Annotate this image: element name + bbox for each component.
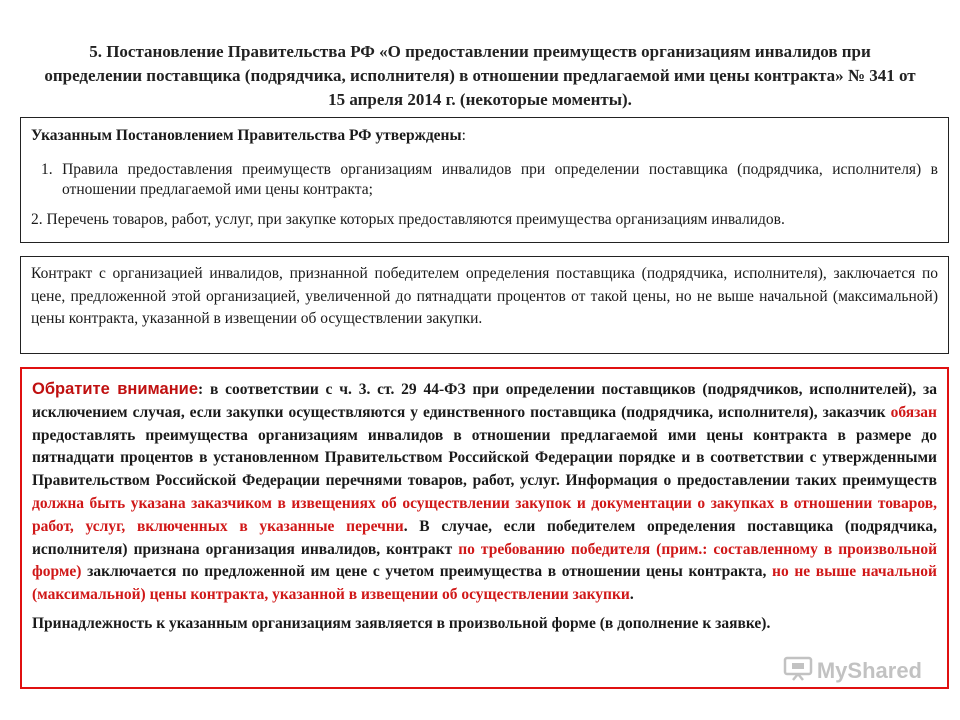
slide-title: 5. Постановление Правительства РФ «О предоставлении преимуществ организациям инвалидов при определении поставщика (подрядчика, исполнителя) в отношении предлагаемой ими цены контракта» № 341 от 15 апреля 2014 г. (некоторые моменты). — [44, 42, 916, 109]
approved-lead — [31, 126, 938, 146]
attention-label: Обратите внимание — [32, 380, 198, 398]
contract-price-box — [20, 256, 949, 354]
approved-item-rules: 1. Правила предоставления преимуществ организациям инвалидов при определении поставщика (подрядчика, исполнителя) в отношении предлагаемой ими цены контракта; — [41, 161, 938, 198]
approved-documents-box — [20, 117, 949, 243]
attention-box — [20, 367, 949, 689]
attention-text-1: в соответствии с ч. 3. ст. 29 44-ФЗ при определении поставщиков (подрядчиков, исполнителей), за исключением случая, если закупки осуществляются у единственного поставщика (подрядчика, исполнителя), заказчик — [32, 381, 937, 421]
slideshow-logo-icon — [783, 655, 813, 686]
approved-item-list: 2. Перечень товаров, работ, услуг, при закупке которых предоставляются преимущества организациям инвалидов. — [31, 211, 785, 228]
watermark-text: MyShared — [816, 657, 922, 683]
attention-paragraph — [32, 378, 937, 607]
attention-highlight-max-price: но не выше начальной (максимальной) цены контракта, указанной в извещении об осуществлении закупки — [32, 563, 937, 604]
watermark — [783, 655, 922, 686]
attention-label-colon: : — [198, 381, 204, 398]
attention-highlight-notice: должна быть указана заказчиком в извещениях об осуществлении закупок и документации о закупках в отношении товаров, работ, услуг, включенных в указанные перечни — [32, 494, 937, 535]
attention-text-4: заключается по предложенной им цене с учетом преимущества в отношении цены контракта, — [81, 563, 773, 581]
membership-note: Принадлежность к указанным организациям заявляется в произвольной форме (в дополнение к заявке). — [32, 614, 771, 632]
approved-lead-text: Указанным Постановлением Правительства РФ утверждены — [31, 127, 462, 144]
attention-highlight-obliged: обязан — [890, 403, 937, 421]
attention-text-2: предоставлять преимущества организациям инвалидов в отношении предлагаемой ими цены контракта в размере до пятнадцати процентов в установленном Правительством Российской Федерации порядке и в соответствии с утвержденными Правительством Российской Федерации перечнями товаров, работ, услуг. Информация о предоставлении таких преимуществ — [32, 426, 937, 490]
attention-highlight-request: по требованию победителя (прим.: составленному в произвольной форме) — [32, 540, 937, 581]
contract-price-text: Контракт с организацией инвалидов, признанной победителем определения поставщика (подрядчика, исполнителя), заключается по цене, предложенной этой организацией, увеличенной до пятнадцати процентов от такой цены, но не выше начальной (максимальной) цены контракта, указанной в извещении об осуществлении закупки. — [31, 265, 938, 327]
approved-lead-colon: : — [461, 127, 466, 144]
attention-text-3: . В случае, если победителем определения поставщика (подрядчика, исполнителя) признана организация инвалидов, контракт — [32, 517, 938, 558]
attention-text-5: . — [629, 586, 634, 604]
